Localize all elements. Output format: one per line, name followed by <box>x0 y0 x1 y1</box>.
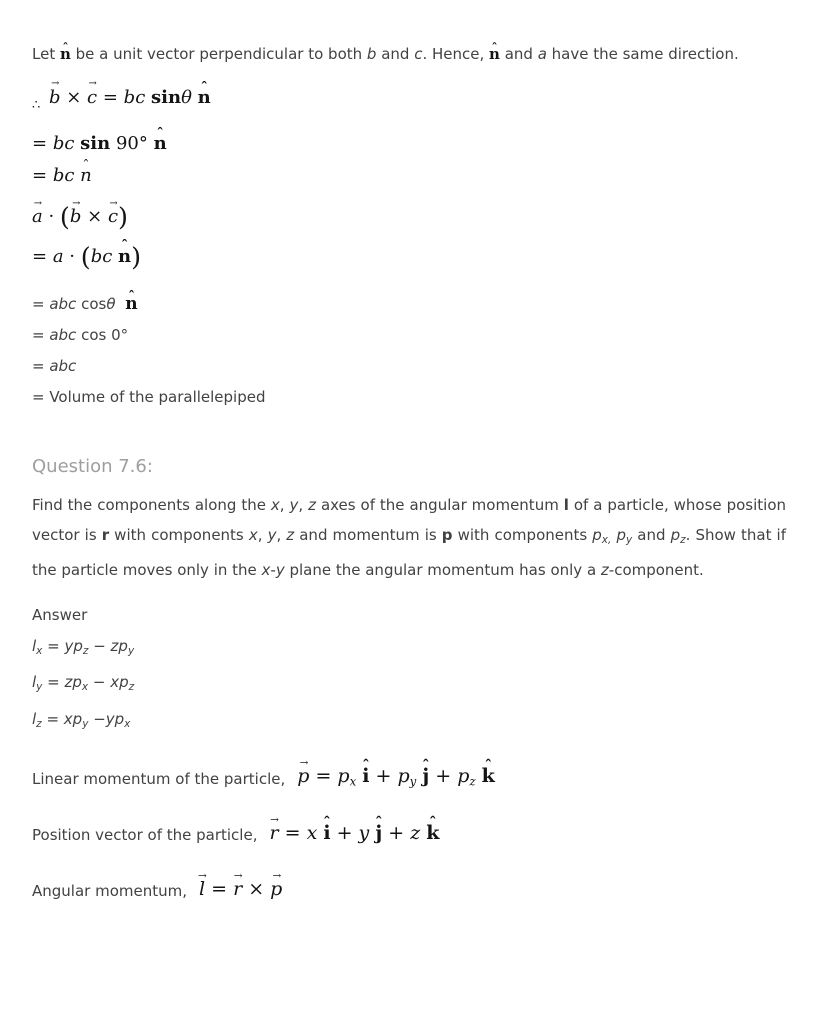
equation-abc-cos-theta: = abc cosθ n ˆ <box>32 289 786 320</box>
equation-volume: = Volume of the parallelepiped <box>32 387 266 406</box>
equation-b-cross-c: $_\therefore$ b → × c → = bc sinθ n ˆ <box>32 85 786 116</box>
linear-momentum-row <box>32 754 786 791</box>
angular-momentum-label: Angular momentum, <box>32 881 187 900</box>
angular-momentum-row <box>32 867 786 903</box>
equation-lz: $l_z = xp_y -yp_x$ <box>32 709 131 730</box>
equation-a-dot-b-cross-c: a → · (b → × c →) <box>32 204 786 231</box>
position-vector-label: Position vector of the particle, <box>32 825 258 844</box>
equation-ly: $l_y = zp_x - xp_z$ <box>32 673 135 694</box>
angular-momentum-formula: l → = r → × p → <box>199 867 282 903</box>
linear-momentum-formula: p → = $p_x$ i ˆ + $p_y$ j ˆ + $p_z$ k ˆ <box>297 754 495 791</box>
equation-a-dot-bc-nhat: = a · (bc n ˆ) <box>32 244 786 271</box>
position-vector-row <box>32 811 786 847</box>
linear-momentum-label: Linear momentum of the particle, <box>32 769 286 788</box>
equation-bc-sin90: = bc sin 90° n ˆ <box>32 131 786 157</box>
question-paragraph: Find the components along the x, y, z axes of the angular momentum l of a particle, whose position vector is r with components x, y, z and momentum is p with components $p_{x,}$ $p_y$ and $p_z$. Show that if the particle moves only in the x-y plane the angular momentum has only a z-component. <box>32 496 786 580</box>
equation-abc: = abc <box>32 356 77 375</box>
equation-bc-nhat: = bc n ˆ <box>32 163 786 189</box>
scalar-result-block <box>32 289 786 413</box>
answer-label: Answer <box>32 606 88 625</box>
angular-momentum-components-block <box>32 631 786 739</box>
question-heading: Question 7.6: <box>32 455 153 477</box>
equation-abc-cos-0: = abc cos 0° <box>32 325 129 344</box>
equation-lx: $l_x = yp_z - zp_y$ <box>32 637 135 658</box>
position-vector-formula: r → = x i ˆ + y j ˆ + z k ˆ <box>269 811 439 847</box>
intro-paragraph: Let n ˆ be a unit vector perpendicular to both b and c. Hence, n ˆ and a have the same direction. <box>32 39 786 70</box>
